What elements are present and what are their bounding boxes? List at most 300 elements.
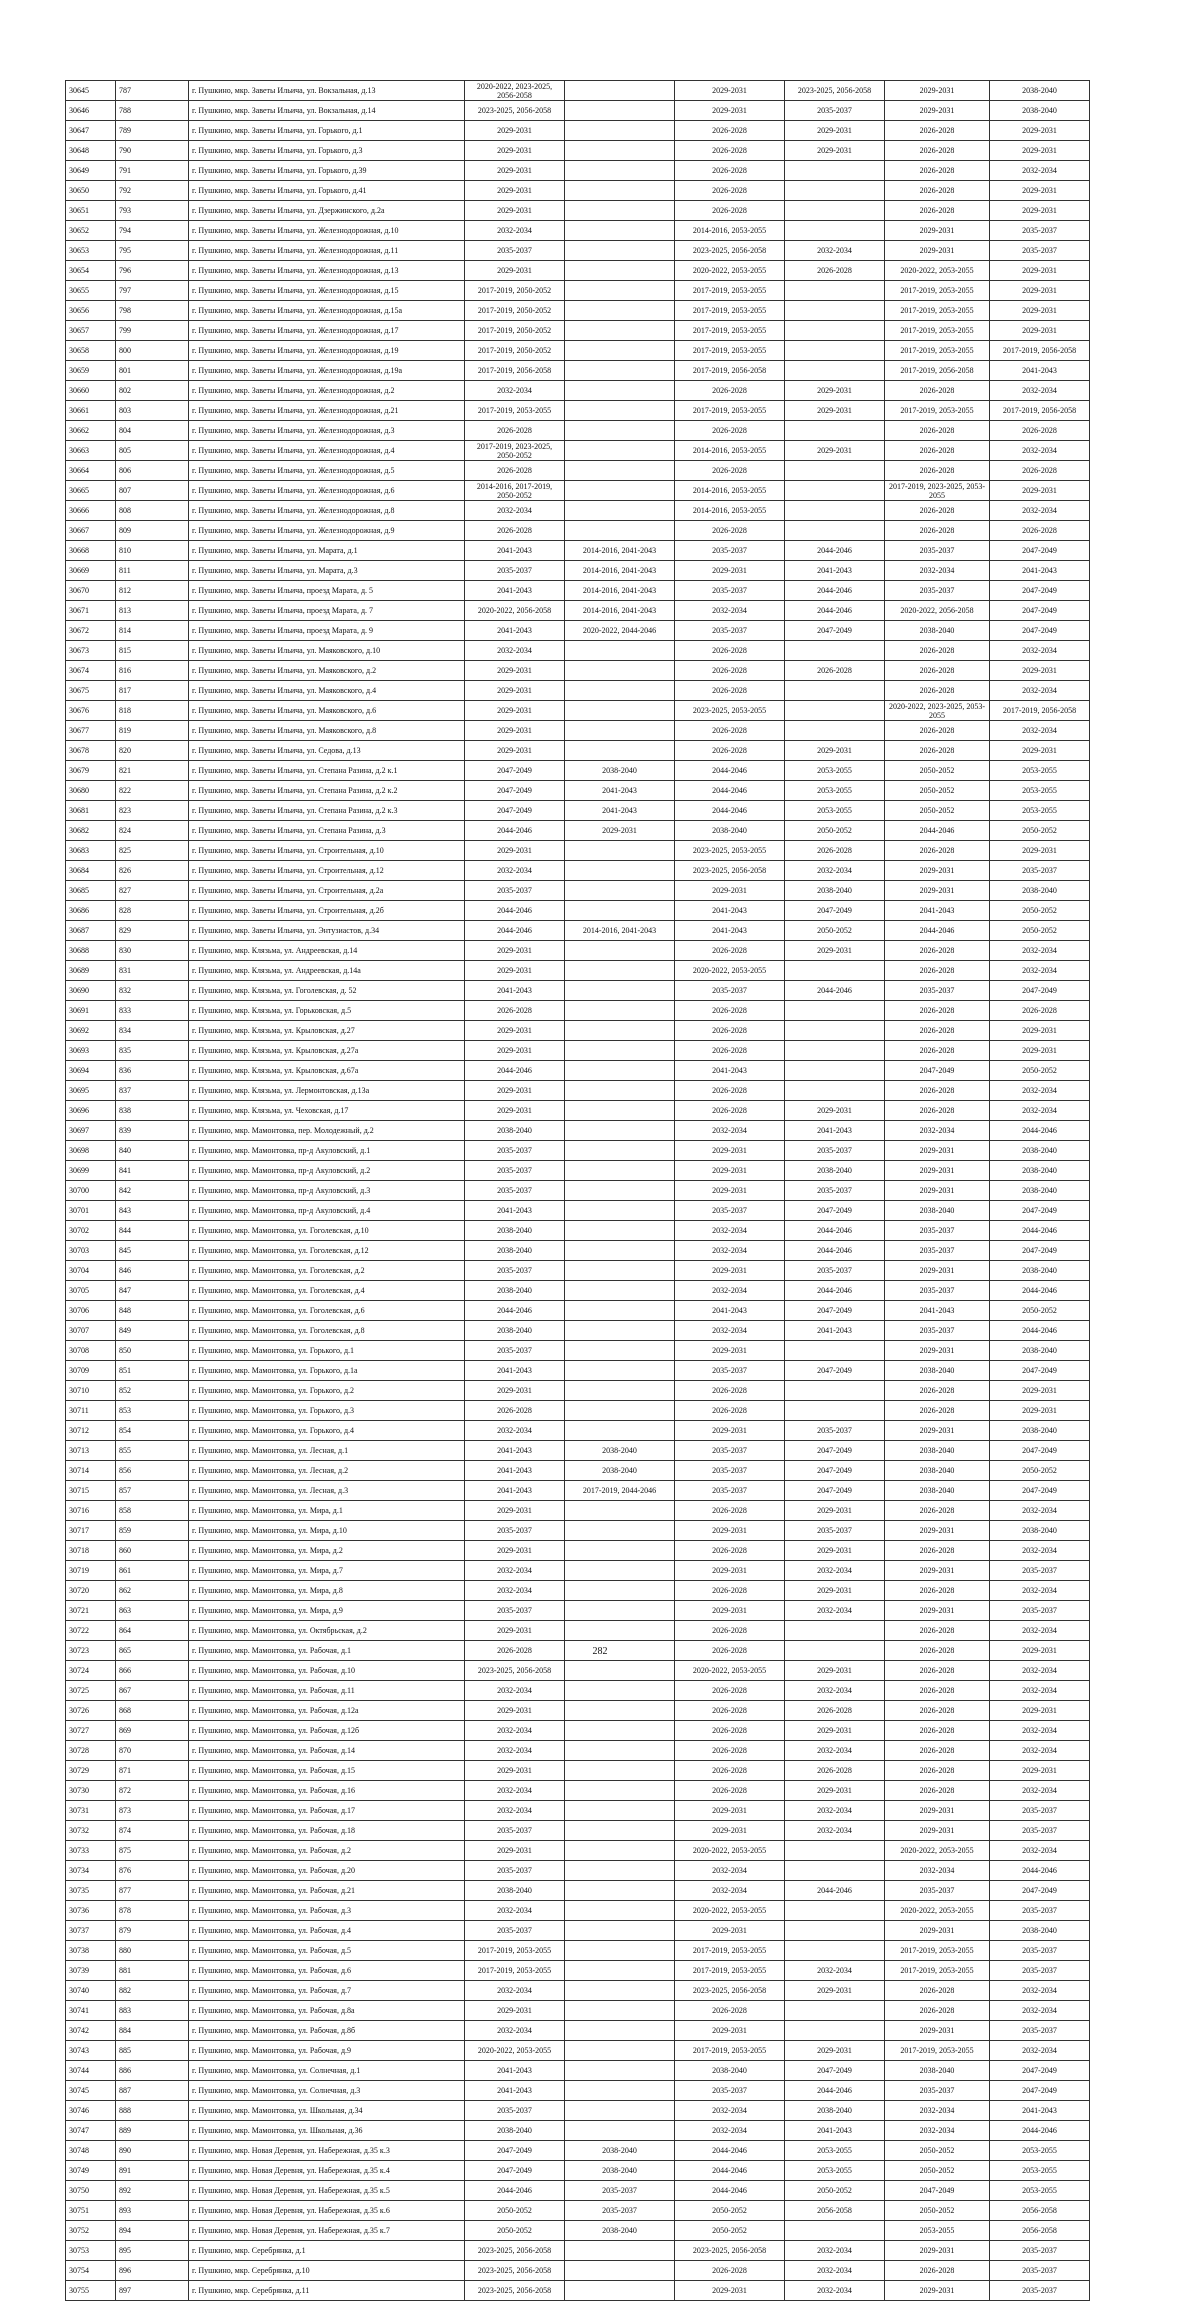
period-cell-2: [565, 2101, 675, 2121]
address-cell: г. Пушкино, мкр. Клязьма, ул. Крыловская, д.67а: [189, 1061, 465, 1081]
table-row: [66, 481, 1090, 501]
address-cell: г. Пушкино, мкр. Мамонтовка, ул. Лесная, д.1: [189, 1441, 465, 1461]
period-cell-3: 2026-2028: [675, 941, 785, 961]
period-cell-1: 2023-2025, 2056-2058: [465, 101, 565, 121]
period-cell-2: [565, 181, 675, 201]
period-cell-3: 2026-2028: [675, 2001, 785, 2021]
period-cell-4: 2032-2034: [785, 1801, 885, 1821]
period-cell-6: 2044-2046: [990, 1281, 1090, 1301]
period-cell-1: 2047-2049: [465, 761, 565, 781]
period-cell-5: 2029-2031: [885, 2241, 990, 2261]
period-cell-2: 2038-2040: [565, 2161, 675, 2181]
period-cell-1: 2035-2037: [465, 1261, 565, 1281]
period-cell-5: 2017-2019, 2053-2055: [885, 2041, 990, 2061]
period-cell-4: 2044-2046: [785, 601, 885, 621]
period-cell-1: 2035-2037: [465, 241, 565, 261]
period-cell-5: 2026-2028: [885, 381, 990, 401]
period-cell-3: 2029-2031: [675, 1561, 785, 1581]
record-id-cell: 30672: [66, 621, 116, 641]
period-cell-5: 2029-2031: [885, 101, 990, 121]
period-cell-5: 2017-2019, 2053-2055: [885, 281, 990, 301]
period-cell-4: [785, 361, 885, 381]
address-cell: г. Пушкино, мкр. Мамонтовка, ул. Солнечная, д.1: [189, 2061, 465, 2081]
record-id-cell: 30715: [66, 1481, 116, 1501]
period-cell-5: 2020-2022, 2053-2055: [885, 1841, 990, 1861]
period-cell-1: 2029-2031: [465, 1541, 565, 1561]
period-cell-2: [565, 1801, 675, 1821]
record-id-cell: 30718: [66, 1541, 116, 1561]
record-id-cell: 30753: [66, 2241, 116, 2261]
period-cell-2: [565, 961, 675, 981]
period-cell-6: 2029-2031: [990, 841, 1090, 861]
period-cell-4: 2038-2040: [785, 1161, 885, 1181]
period-cell-2: 2014-2016, 2041-2043: [565, 921, 675, 941]
period-cell-4: [785, 1401, 885, 1421]
period-cell-3: 2026-2028: [675, 521, 785, 541]
table-row: [66, 2181, 1090, 2201]
period-cell-4: 2026-2028: [785, 1761, 885, 1781]
period-cell-2: [565, 1041, 675, 1061]
period-cell-6: 2035-2037: [990, 1961, 1090, 1981]
address-cell: г. Пушкино, мкр. Мамонтовка, ул. Мира, д.7: [189, 1561, 465, 1581]
table-row: [66, 2061, 1090, 2081]
period-cell-6: 2047-2049: [990, 601, 1090, 621]
period-cell-3: 2035-2037: [675, 1201, 785, 1221]
record-id-cell: 30714: [66, 1461, 116, 1481]
table-row: [66, 561, 1090, 581]
period-cell-3: 2026-2028: [675, 1101, 785, 1121]
record-id-cell: 30683: [66, 841, 116, 861]
address-cell: г. Пушкино, мкр. Заветы Ильича, ул. Железнодорожная, д.6: [189, 481, 465, 501]
period-cell-6: 2047-2049: [990, 2081, 1090, 2101]
period-cell-2: [565, 1941, 675, 1961]
period-cell-6: 2029-2031: [990, 481, 1090, 501]
period-cell-6: 2032-2034: [990, 1501, 1090, 1521]
period-cell-3: 2029-2031: [675, 561, 785, 581]
period-cell-1: 2032-2034: [465, 1741, 565, 1761]
period-cell-4: 2050-2052: [785, 921, 885, 941]
period-cell-5: 2032-2034: [885, 1121, 990, 1141]
record-id-cell: 30652: [66, 221, 116, 241]
period-cell-5: 2029-2031: [885, 1801, 990, 1821]
record-id-cell: 30707: [66, 1321, 116, 1341]
record-id-cell: 30724: [66, 1661, 116, 1681]
row-number-cell: 817: [116, 681, 189, 701]
period-cell-5: 2026-2028: [885, 741, 990, 761]
table-row: [66, 1481, 1090, 1501]
table-row: [66, 221, 1090, 241]
period-cell-5: 2053-2055: [885, 2221, 990, 2241]
period-cell-2: [565, 861, 675, 881]
period-cell-1: 2044-2046: [465, 1061, 565, 1081]
period-cell-1: 2020-2022, 2053-2055: [465, 2041, 565, 2061]
address-cell: г. Пушкино, мкр. Мамонтовка, ул. Рабочая, д.6: [189, 1961, 465, 1981]
period-cell-4: 2032-2034: [785, 1741, 885, 1761]
table-row: [66, 81, 1090, 101]
period-cell-4: 2032-2034: [785, 1961, 885, 1981]
period-cell-3: 2017-2019, 2053-2055: [675, 1941, 785, 1961]
period-cell-1: 2029-2031: [465, 161, 565, 181]
record-id-cell: 30705: [66, 1281, 116, 1301]
period-cell-6: 2047-2049: [990, 1361, 1090, 1381]
period-cell-5: 2026-2028: [885, 121, 990, 141]
period-cell-4: 2029-2031: [785, 381, 885, 401]
period-cell-3: 2020-2022, 2053-2055: [675, 1901, 785, 1921]
period-cell-1: 2044-2046: [465, 921, 565, 941]
period-cell-1: 2017-2019, 2053-2055: [465, 1941, 565, 1961]
period-cell-6: 2044-2046: [990, 1321, 1090, 1341]
record-id-cell: 30716: [66, 1501, 116, 1521]
period-cell-3: 2026-2028: [675, 141, 785, 161]
address-cell: г. Пушкино, мкр. Мамонтовка, ул. Горького, д.2: [189, 1381, 465, 1401]
table-row: [66, 1581, 1090, 1601]
period-cell-6: 2044-2046: [990, 1121, 1090, 1141]
period-cell-2: [565, 461, 675, 481]
period-cell-2: [565, 1081, 675, 1101]
period-cell-3: 2017-2019, 2056-2058: [675, 361, 785, 381]
period-cell-2: 2038-2040: [565, 2141, 675, 2161]
period-cell-3: 2035-2037: [675, 1441, 785, 1461]
period-cell-6: 2047-2049: [990, 541, 1090, 561]
row-number-cell: 867: [116, 1681, 189, 1701]
period-cell-4: 2032-2034: [785, 1561, 885, 1581]
period-cell-5: 2026-2028: [885, 1001, 990, 1021]
period-cell-5: 2029-2031: [885, 241, 990, 261]
record-id-cell: 30673: [66, 641, 116, 661]
period-cell-3: 2035-2037: [675, 2081, 785, 2101]
table-row: [66, 181, 1090, 201]
period-cell-4: [785, 1061, 885, 1081]
row-number-cell: 860: [116, 1541, 189, 1561]
table-row: [66, 941, 1090, 961]
period-cell-2: [565, 701, 675, 721]
period-cell-6: 2029-2031: [990, 281, 1090, 301]
period-cell-1: 2038-2040: [465, 1241, 565, 1261]
period-cell-4: 2047-2049: [785, 1481, 885, 1501]
period-cell-1: 2029-2031: [465, 941, 565, 961]
record-id-cell: 30739: [66, 1961, 116, 1981]
period-cell-3: 2029-2031: [675, 1141, 785, 1161]
address-cell: г. Пушкино, мкр. Заветы Ильича, ул. Железнодорожная, д.9: [189, 521, 465, 541]
record-id-cell: 30723: [66, 1641, 116, 1661]
record-id-cell: 30674: [66, 661, 116, 681]
record-id-cell: 30741: [66, 2001, 116, 2021]
period-cell-3: 2029-2031: [675, 1161, 785, 1181]
period-cell-4: [785, 221, 885, 241]
address-cell: г. Пушкино, мкр. Новая Деревня, ул. Набережная, д.35 к.6: [189, 2201, 465, 2221]
address-cell: г. Пушкино, мкр. Мамонтовка, ул. Рабочая, д.16: [189, 1781, 465, 1801]
table-row: [66, 1041, 1090, 1061]
table-row: [66, 121, 1090, 141]
table-row: [66, 381, 1090, 401]
row-number-cell: 826: [116, 861, 189, 881]
period-cell-1: 2029-2031: [465, 1501, 565, 1521]
period-cell-5: 2026-2028: [885, 841, 990, 861]
period-cell-4: 2029-2031: [785, 2041, 885, 2061]
row-number-cell: 828: [116, 901, 189, 921]
table-row: [66, 841, 1090, 861]
record-id-cell: 30704: [66, 1261, 116, 1281]
period-cell-2: [565, 901, 675, 921]
period-cell-1: 2029-2031: [465, 261, 565, 281]
period-cell-5: 2026-2028: [885, 1041, 990, 1061]
period-cell-4: [785, 2221, 885, 2241]
row-number-cell: 809: [116, 521, 189, 541]
row-number-cell: 796: [116, 261, 189, 281]
period-cell-5: 2029-2031: [885, 1561, 990, 1581]
period-cell-4: 2032-2034: [785, 1681, 885, 1701]
address-cell: г. Пушкино, мкр. Заветы Ильича, ул. Железнодорожная, д.2: [189, 381, 465, 401]
row-number-cell: 842: [116, 1181, 189, 1201]
period-cell-5: 2038-2040: [885, 1481, 990, 1501]
address-cell: г. Пушкино, мкр. Клязьма, ул. Гоголевская, д. 52: [189, 981, 465, 1001]
address-cell: г. Пушкино, мкр. Серебрянка, д.10: [189, 2261, 465, 2281]
period-cell-3: 2038-2040: [675, 821, 785, 841]
row-number-cell: 787: [116, 81, 189, 101]
address-cell: г. Пушкино, мкр. Мамонтовка, ул. Рабочая, д.8а: [189, 2001, 465, 2021]
table-row: [66, 1101, 1090, 1121]
period-cell-5: 2047-2049: [885, 1061, 990, 1081]
period-cell-4: 2029-2031: [785, 401, 885, 421]
row-number-cell: 794: [116, 221, 189, 241]
period-cell-6: 2047-2049: [990, 1241, 1090, 1261]
period-cell-2: [565, 1781, 675, 1801]
address-cell: г. Пушкино, мкр. Мамонтовка, пр-д Акуловский, д.1: [189, 1141, 465, 1161]
record-id-cell: 30697: [66, 1121, 116, 1141]
period-cell-6: 2038-2040: [990, 1141, 1090, 1161]
record-id-cell: 30717: [66, 1521, 116, 1541]
period-cell-4: 2044-2046: [785, 581, 885, 601]
period-cell-3: 2026-2028: [675, 661, 785, 681]
period-cell-6: 2035-2037: [990, 2241, 1090, 2261]
row-number-cell: 802: [116, 381, 189, 401]
row-number-cell: 819: [116, 721, 189, 741]
record-id-cell: 30696: [66, 1101, 116, 1121]
period-cell-3: 2035-2037: [675, 981, 785, 1001]
period-cell-4: [785, 301, 885, 321]
period-cell-6: 2053-2055: [990, 2161, 1090, 2181]
row-number-cell: 885: [116, 2041, 189, 2061]
period-cell-3: 2017-2019, 2053-2055: [675, 2041, 785, 2061]
period-cell-3: 2026-2028: [675, 681, 785, 701]
period-cell-2: [565, 1141, 675, 1161]
period-cell-1: 2029-2031: [465, 701, 565, 721]
table-row: [66, 1741, 1090, 1761]
period-cell-6: 2044-2046: [990, 1221, 1090, 1241]
table-row: [66, 2241, 1090, 2261]
row-number-cell: 806: [116, 461, 189, 481]
period-cell-3: 2026-2028: [675, 161, 785, 181]
period-cell-1: 2035-2037: [465, 1921, 565, 1941]
period-cell-5: 2041-2043: [885, 1301, 990, 1321]
period-cell-1: 2041-2043: [465, 2081, 565, 2101]
table-row: [66, 1961, 1090, 1981]
table-row: [66, 781, 1090, 801]
address-cell: г. Пушкино, мкр. Заветы Ильича, ул. Маяковского, д.6: [189, 701, 465, 721]
table-row: [66, 1321, 1090, 1341]
record-id-cell: 30671: [66, 601, 116, 621]
period-cell-1: 2029-2031: [465, 121, 565, 141]
period-cell-3: 2026-2028: [675, 1081, 785, 1101]
period-cell-2: 2038-2040: [565, 2221, 675, 2241]
row-number-cell: 853: [116, 1401, 189, 1421]
row-number-cell: 894: [116, 2221, 189, 2241]
row-number-cell: 815: [116, 641, 189, 661]
period-cell-2: [565, 281, 675, 301]
table-row: [66, 1661, 1090, 1681]
period-cell-6: 2032-2034: [990, 1081, 1090, 1101]
period-cell-5: 2026-2028: [885, 141, 990, 161]
row-number-cell: 869: [116, 1721, 189, 1741]
period-cell-4: 2044-2046: [785, 541, 885, 561]
row-number-cell: 792: [116, 181, 189, 201]
period-cell-5: 2026-2028: [885, 461, 990, 481]
period-cell-2: [565, 521, 675, 541]
period-cell-4: 2050-2052: [785, 821, 885, 841]
address-cell: г. Пушкино, мкр. Заветы Ильича, ул. Железнодорожная, д.21: [189, 401, 465, 421]
address-cell: г. Пушкино, мкр. Мамонтовка, ул. Рабочая, д.18: [189, 1821, 465, 1841]
row-number-cell: 881: [116, 1961, 189, 1981]
period-cell-4: 2047-2049: [785, 901, 885, 921]
address-cell: г. Пушкино, мкр. Новая Деревня, ул. Набережная, д.35 к.7: [189, 2221, 465, 2241]
period-cell-1: 2035-2037: [465, 1341, 565, 1361]
period-cell-4: [785, 161, 885, 181]
record-id-cell: 30670: [66, 581, 116, 601]
period-cell-3: 2029-2031: [675, 1181, 785, 1201]
address-cell: г. Пушкино, мкр. Новая Деревня, ул. Набережная, д.35 к.3: [189, 2141, 465, 2161]
period-cell-4: [785, 1001, 885, 1021]
table-row: [66, 101, 1090, 121]
table-row: [66, 1061, 1090, 1081]
address-cell: г. Пушкино, мкр. Заветы Ильича, ул. Степана Разина, д.3: [189, 821, 465, 841]
period-cell-4: 2029-2031: [785, 1661, 885, 1681]
row-number-cell: 829: [116, 921, 189, 941]
period-cell-3: 2032-2034: [675, 1241, 785, 1261]
period-cell-4: 2047-2049: [785, 1301, 885, 1321]
period-cell-6: 2047-2049: [990, 2061, 1090, 2081]
row-number-cell: 831: [116, 961, 189, 981]
period-cell-3: 2026-2028: [675, 1381, 785, 1401]
row-number-cell: 855: [116, 1441, 189, 1461]
record-id-cell: 30657: [66, 321, 116, 341]
period-cell-3: 2026-2028: [675, 1021, 785, 1041]
period-cell-5: 2050-2052: [885, 2161, 990, 2181]
row-number-cell: 798: [116, 301, 189, 321]
address-cell: г. Пушкино, мкр. Заветы Ильича, ул. Строительная, д.2б: [189, 901, 465, 921]
period-cell-4: 2029-2031: [785, 1101, 885, 1121]
period-cell-6: 2029-2031: [990, 321, 1090, 341]
table-row: [66, 1861, 1090, 1881]
row-number-cell: 862: [116, 1581, 189, 1601]
period-cell-3: 2023-2025, 2056-2058: [675, 861, 785, 881]
address-cell: г. Пушкино, мкр. Заветы Ильича, ул. Дзержинского, д.2а: [189, 201, 465, 221]
period-cell-2: [565, 1341, 675, 1361]
period-cell-5: 2026-2028: [885, 1701, 990, 1721]
period-cell-4: 2044-2046: [785, 1221, 885, 1241]
record-id-cell: 30654: [66, 261, 116, 281]
period-cell-1: 2050-2052: [465, 2221, 565, 2241]
period-cell-3: 2044-2046: [675, 2141, 785, 2161]
period-cell-4: 2035-2037: [785, 1261, 885, 1281]
row-number-cell: 840: [116, 1141, 189, 1161]
period-cell-5: 2035-2037: [885, 541, 990, 561]
address-cell: г. Пушкино, мкр. Заветы Ильича, ул. Седова, д.13: [189, 741, 465, 761]
period-cell-1: 2041-2043: [465, 1441, 565, 1461]
period-cell-1: 2032-2034: [465, 381, 565, 401]
record-id-cell: 30668: [66, 541, 116, 561]
table-row: [66, 1501, 1090, 1521]
period-cell-1: 2044-2046: [465, 901, 565, 921]
period-cell-1: 2029-2031: [465, 1621, 565, 1641]
period-cell-6: 2032-2034: [990, 961, 1090, 981]
address-cell: г. Пушкино, мкр. Мамонтовка, ул. Рабочая, д.9: [189, 2041, 465, 2061]
period-cell-3: 2035-2037: [675, 621, 785, 641]
address-cell: г. Пушкино, мкр. Клязьма, ул. Горьковская, д.5: [189, 1001, 465, 1021]
period-cell-6: 2047-2049: [990, 981, 1090, 1001]
record-id-cell: 30679: [66, 761, 116, 781]
record-id-cell: 30740: [66, 1981, 116, 2001]
period-cell-6: 2017-2019, 2056-2058: [990, 401, 1090, 421]
period-cell-2: [565, 2261, 675, 2281]
period-cell-1: 2041-2043: [465, 1461, 565, 1481]
period-cell-6: 2053-2055: [990, 2141, 1090, 2161]
record-id-cell: 30692: [66, 1021, 116, 1041]
period-cell-1: 2035-2037: [465, 1161, 565, 1181]
record-id-cell: 30700: [66, 1181, 116, 1201]
address-cell: г. Пушкино, мкр. Заветы Ильича, ул. Маяковского, д.10: [189, 641, 465, 661]
period-cell-2: 2041-2043: [565, 801, 675, 821]
record-id-cell: 30687: [66, 921, 116, 941]
row-number-cell: 832: [116, 981, 189, 1001]
address-cell: г. Пушкино, мкр. Мамонтовка, ул. Солнечная, д.3: [189, 2081, 465, 2101]
period-cell-1: 2020-2022, 2023-2025, 2056-2058: [465, 81, 565, 101]
table-row: [66, 1981, 1090, 2001]
period-cell-4: [785, 1081, 885, 1101]
address-cell: г. Пушкино, мкр. Заветы Ильича, ул. Марата, д.3: [189, 561, 465, 581]
period-cell-6: 2050-2052: [990, 821, 1090, 841]
row-number-cell: 873: [116, 1801, 189, 1821]
period-cell-4: [785, 421, 885, 441]
period-cell-5: 2026-2028: [885, 1621, 990, 1641]
period-cell-6: 2047-2049: [990, 1441, 1090, 1461]
record-id-cell: 30685: [66, 881, 116, 901]
address-cell: г. Пушкино, мкр. Мамонтовка, ул. Рабочая, д.10: [189, 1661, 465, 1681]
period-cell-5: 2044-2046: [885, 921, 990, 941]
period-cell-5: 2035-2037: [885, 1241, 990, 1261]
address-cell: г. Пушкино, мкр. Клязьма, ул. Чеховская, д.17: [189, 1101, 465, 1121]
period-cell-5: 2017-2019, 2053-2055: [885, 321, 990, 341]
period-cell-3: 2026-2028: [675, 1541, 785, 1561]
period-cell-5: 2026-2028: [885, 1681, 990, 1701]
period-cell-4: 2032-2034: [785, 241, 885, 261]
period-cell-3: 2026-2028: [675, 1401, 785, 1421]
record-id-cell: 30729: [66, 1761, 116, 1781]
period-cell-6: 2029-2031: [990, 201, 1090, 221]
period-cell-4: [785, 181, 885, 201]
record-id-cell: 30745: [66, 2081, 116, 2101]
period-cell-5: 2050-2052: [885, 761, 990, 781]
row-number-cell: 886: [116, 2061, 189, 2081]
period-cell-6: 2035-2037: [990, 1601, 1090, 1621]
row-number-cell: 808: [116, 501, 189, 521]
row-number-cell: 821: [116, 761, 189, 781]
table-row: [66, 1881, 1090, 1901]
period-cell-4: 2029-2031: [785, 441, 885, 461]
period-cell-1: 2017-2019, 2050-2052: [465, 301, 565, 321]
record-id-cell: 30659: [66, 361, 116, 381]
period-cell-4: 2041-2043: [785, 1321, 885, 1341]
row-number-cell: 820: [116, 741, 189, 761]
